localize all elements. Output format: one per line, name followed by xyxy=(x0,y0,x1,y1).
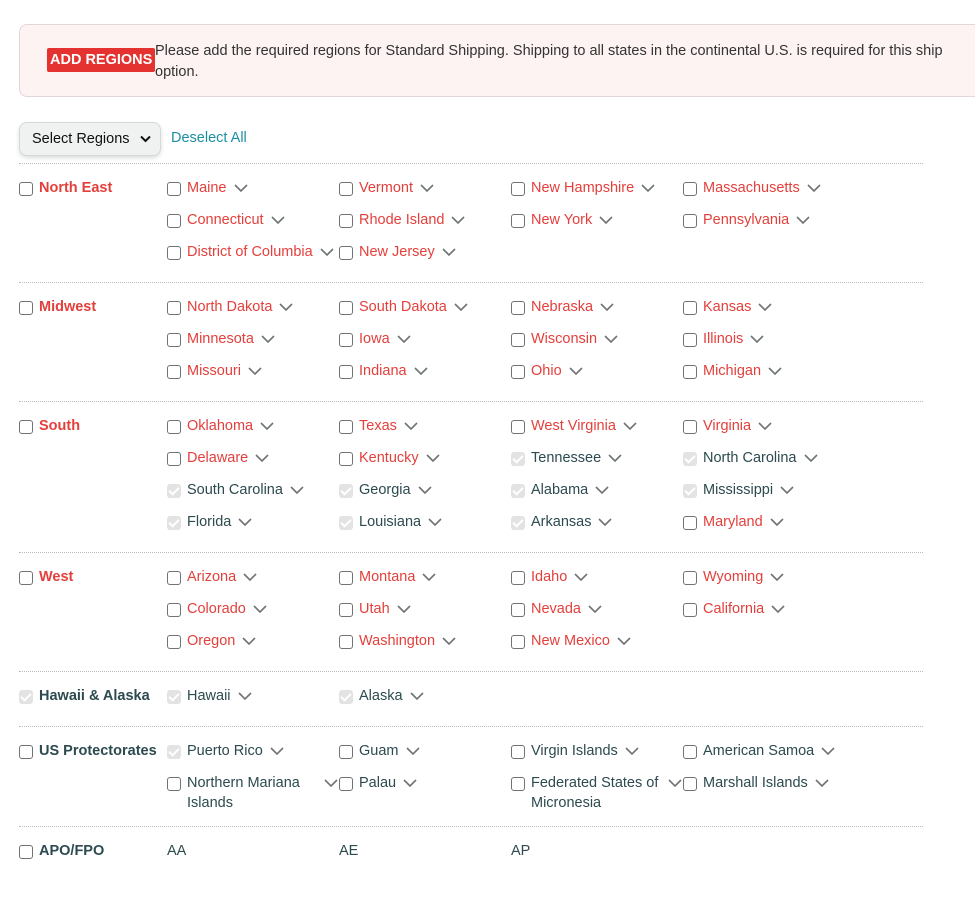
chevron-down-icon[interactable] xyxy=(814,777,830,789)
state-checkbox[interactable] xyxy=(339,690,353,704)
state-item[interactable] xyxy=(683,475,855,507)
state-label[interactable]: Missouri xyxy=(187,363,241,379)
state-label[interactable]: Nevada xyxy=(531,601,581,617)
banner-message: Please add the required regions for Standard Shipping. Shipping to all states in the continental U.S. is required for this ship option. xyxy=(155,43,943,80)
chevron-down-icon[interactable] xyxy=(396,333,412,345)
state-label[interactable]: South Dakota xyxy=(359,299,447,315)
state-item[interactable] xyxy=(339,626,511,658)
chevron-down-icon[interactable] xyxy=(241,635,257,647)
state-checkbox[interactable] xyxy=(339,182,353,196)
state-label[interactable]: Puerto Rico xyxy=(187,743,263,759)
state-checkbox[interactable] xyxy=(339,301,353,315)
region-label: US Protectorates xyxy=(39,743,157,759)
chevron-down-icon[interactable] xyxy=(260,333,276,345)
state-checkbox[interactable] xyxy=(511,484,525,498)
region-section xyxy=(19,826,923,881)
state-label[interactable]: New Mexico xyxy=(531,633,610,649)
state-label[interactable]: Utah xyxy=(359,601,390,617)
chevron-down-icon[interactable] xyxy=(568,365,584,377)
region-checkbox[interactable] xyxy=(19,301,33,315)
chevron-down-icon[interactable] xyxy=(806,182,822,194)
chevron-down-icon[interactable] xyxy=(453,301,469,313)
state-label[interactable]: Pennsylvania xyxy=(703,212,790,228)
region-checkbox[interactable] xyxy=(19,420,33,434)
state-item[interactable] xyxy=(167,292,339,324)
select-regions-label: Select Regions xyxy=(32,131,130,147)
region-label: APO/FPO xyxy=(39,843,105,859)
state-checkbox[interactable] xyxy=(511,745,525,759)
region-section xyxy=(19,163,923,282)
chevron-down-icon[interactable] xyxy=(779,484,795,496)
state-checkbox[interactable] xyxy=(167,484,181,498)
region-header xyxy=(19,562,167,594)
state-item[interactable] xyxy=(339,292,511,324)
state-checkbox[interactable] xyxy=(167,690,181,704)
chevron-down-icon[interactable] xyxy=(820,745,836,757)
state-label[interactable]: Palau xyxy=(359,775,397,791)
chevron-down-icon[interactable] xyxy=(319,246,335,258)
chevron-down-icon[interactable] xyxy=(795,214,811,226)
state-checkbox[interactable] xyxy=(167,745,181,759)
state-item[interactable] xyxy=(683,324,855,356)
state-item[interactable] xyxy=(339,507,511,539)
state-checkbox[interactable] xyxy=(511,571,525,585)
state-label[interactable]: Rhode Island xyxy=(359,212,445,228)
region-checkbox[interactable] xyxy=(19,745,33,759)
state-label[interactable]: American Samoa xyxy=(703,743,815,759)
state-item[interactable] xyxy=(339,443,511,475)
state-grid xyxy=(167,736,855,813)
state-label[interactable]: Northern Mariana Islands xyxy=(187,775,300,811)
state-checkbox[interactable] xyxy=(339,365,353,379)
state-label[interactable]: Wyoming xyxy=(703,569,764,585)
chevron-down-icon[interactable] xyxy=(769,516,785,528)
state-label[interactable]: South Carolina xyxy=(187,482,283,498)
chevron-down-icon[interactable] xyxy=(450,214,466,226)
state-label[interactable]: Delaware xyxy=(187,450,249,466)
state-label[interactable]: Ohio xyxy=(531,363,562,379)
chevron-down-icon[interactable] xyxy=(233,182,249,194)
chevron-down-icon[interactable] xyxy=(607,452,623,464)
state-item[interactable] xyxy=(339,324,511,356)
state-checkbox[interactable] xyxy=(167,365,181,379)
state-label[interactable]: Nebraska xyxy=(531,299,594,315)
state-checkbox[interactable] xyxy=(167,516,181,530)
chevron-down-icon[interactable] xyxy=(421,571,437,583)
state-label[interactable]: California xyxy=(703,601,765,617)
apo-code: AA xyxy=(167,843,187,859)
state-item[interactable] xyxy=(683,292,855,324)
state-label[interactable]: Kansas xyxy=(703,299,752,315)
state-checkbox[interactable] xyxy=(683,484,697,498)
chevron-down-icon[interactable] xyxy=(667,777,683,789)
chevron-down-icon[interactable] xyxy=(603,333,619,345)
state-checkbox[interactable] xyxy=(683,182,697,196)
state-label[interactable]: Michigan xyxy=(703,363,762,379)
state-checkbox[interactable] xyxy=(339,635,353,649)
region-header xyxy=(19,836,167,868)
state-checkbox[interactable] xyxy=(339,333,353,347)
chevron-down-icon[interactable] xyxy=(769,571,785,583)
state-grid xyxy=(167,836,855,868)
state-label[interactable]: Arkansas xyxy=(531,514,592,530)
region-checkbox[interactable] xyxy=(19,845,33,859)
region-header xyxy=(19,173,167,205)
region-label: South xyxy=(39,418,81,434)
state-item[interactable] xyxy=(167,475,339,507)
state-label[interactable]: Texas xyxy=(359,418,397,434)
state-item[interactable] xyxy=(511,507,683,539)
apo-code: AP xyxy=(511,843,531,859)
state-label[interactable]: Guam xyxy=(359,743,399,759)
state-item[interactable] xyxy=(683,356,855,388)
state-item[interactable] xyxy=(339,205,511,237)
state-checkbox[interactable] xyxy=(511,301,525,315)
state-checkbox[interactable] xyxy=(167,603,181,617)
state-item[interactable] xyxy=(511,626,683,658)
state-item[interactable] xyxy=(683,507,855,539)
region-list xyxy=(19,163,923,881)
state-item[interactable] xyxy=(511,475,683,507)
region-section xyxy=(19,282,923,401)
state-item[interactable] xyxy=(511,292,683,324)
state-item[interactable] xyxy=(167,237,339,269)
chevron-down-icon[interactable] xyxy=(441,635,457,647)
state-label[interactable]: Hawaii xyxy=(187,688,231,704)
state-checkbox[interactable] xyxy=(167,333,181,347)
state-checkbox[interactable] xyxy=(167,420,181,434)
state-label[interactable]: Vermont xyxy=(359,180,413,196)
state-label[interactable]: Georgia xyxy=(359,482,411,498)
chevron-down-icon[interactable] xyxy=(237,690,253,702)
state-checkbox[interactable] xyxy=(683,745,697,759)
region-header xyxy=(19,736,167,768)
state-checkbox[interactable] xyxy=(339,484,353,498)
state-item[interactable] xyxy=(167,681,339,713)
state-label[interactable]: Louisiana xyxy=(359,514,422,530)
select-regions-dropdown[interactable] xyxy=(19,122,161,156)
state-item[interactable] xyxy=(339,768,511,813)
region-label: West xyxy=(39,569,74,585)
chevron-down-icon[interactable] xyxy=(419,182,435,194)
chevron-down-icon[interactable] xyxy=(803,452,819,464)
state-checkbox[interactable] xyxy=(339,516,353,530)
state-checkbox[interactable] xyxy=(511,777,525,791)
state-checkbox[interactable] xyxy=(339,745,353,759)
state-item[interactable] xyxy=(683,736,855,768)
state-grid xyxy=(167,681,855,713)
state-checkbox[interactable] xyxy=(683,420,697,434)
chevron-down-icon[interactable] xyxy=(242,571,258,583)
apo-code: AE xyxy=(339,843,359,859)
state-checkbox[interactable] xyxy=(511,333,525,347)
state-checkbox[interactable] xyxy=(511,452,525,466)
chevron-down-icon[interactable] xyxy=(278,301,294,313)
state-label[interactable]: New Jersey xyxy=(359,244,435,260)
state-label[interactable]: Marshall Islands xyxy=(703,775,808,791)
chevron-down-icon[interactable] xyxy=(594,484,610,496)
state-item[interactable] xyxy=(683,768,855,813)
state-checkbox[interactable] xyxy=(683,333,697,347)
state-item[interactable] xyxy=(683,411,855,443)
chevron-down-icon[interactable] xyxy=(757,301,773,313)
chevron-down-icon xyxy=(140,135,151,143)
state-item[interactable] xyxy=(339,594,511,626)
state-item[interactable] xyxy=(683,205,855,237)
region-section xyxy=(19,726,923,826)
state-item[interactable] xyxy=(339,237,511,269)
state-label[interactable]: Alaska xyxy=(359,688,403,704)
state-item[interactable] xyxy=(167,507,339,539)
deselect-all-link[interactable]: Deselect All xyxy=(171,130,247,146)
state-label[interactable]: Colorado xyxy=(187,601,246,617)
state-item[interactable] xyxy=(167,173,339,205)
region-section xyxy=(19,552,923,671)
state-label[interactable]: North Dakota xyxy=(187,299,273,315)
state-label[interactable]: Idaho xyxy=(531,569,568,585)
state-item[interactable] xyxy=(339,736,511,768)
state-label[interactable]: Minnesota xyxy=(187,331,254,347)
state-item[interactable] xyxy=(339,475,511,507)
state-item[interactable] xyxy=(339,562,511,594)
chevron-down-icon[interactable] xyxy=(425,452,441,464)
state-label[interactable]: Tennessee xyxy=(531,450,602,466)
state-checkbox[interactable] xyxy=(683,365,697,379)
region-checkbox[interactable] xyxy=(19,571,33,585)
region-section xyxy=(19,671,923,726)
state-item[interactable] xyxy=(511,443,683,475)
add-regions-badge: ADD REGIONS xyxy=(47,48,155,72)
state-grid xyxy=(167,292,855,388)
state-label[interactable]: Oklahoma xyxy=(187,418,254,434)
state-checkbox[interactable] xyxy=(683,516,697,530)
region-label: Hawaii & Alaska xyxy=(39,688,150,704)
state-checkbox[interactable] xyxy=(167,301,181,315)
state-label[interactable]: New Hampshire xyxy=(531,180,635,196)
state-item[interactable] xyxy=(167,411,339,443)
state-label[interactable]: West Virginia xyxy=(531,418,616,434)
state-item[interactable] xyxy=(167,626,339,658)
state-label[interactable]: Kentucky xyxy=(359,450,419,466)
state-checkbox[interactable] xyxy=(339,246,353,260)
chevron-down-icon[interactable] xyxy=(270,214,286,226)
state-label[interactable]: New York xyxy=(531,212,593,228)
state-checkbox[interactable] xyxy=(511,635,525,649)
state-label[interactable]: Federated States of Micronesia xyxy=(531,775,659,811)
chevron-down-icon[interactable] xyxy=(413,365,429,377)
state-item[interactable] xyxy=(683,562,855,594)
region-label: North East xyxy=(39,180,113,196)
chevron-down-icon[interactable] xyxy=(599,301,615,313)
chevron-down-icon[interactable] xyxy=(259,420,275,432)
state-item[interactable] xyxy=(511,411,683,443)
state-item[interactable] xyxy=(339,411,511,443)
chevron-down-icon[interactable] xyxy=(640,182,656,194)
state-checkbox[interactable] xyxy=(511,214,525,228)
state-checkbox[interactable] xyxy=(167,777,181,791)
state-label[interactable]: Indiana xyxy=(359,363,407,379)
state-checkbox[interactable] xyxy=(339,214,353,228)
state-item[interactable] xyxy=(167,594,339,626)
chevron-down-icon[interactable] xyxy=(417,484,433,496)
chevron-down-icon[interactable] xyxy=(247,365,263,377)
chevron-down-icon[interactable] xyxy=(624,745,640,757)
chevron-down-icon[interactable] xyxy=(323,777,339,789)
chevron-down-icon[interactable] xyxy=(441,246,457,258)
state-item[interactable] xyxy=(167,736,339,768)
state-checkbox[interactable] xyxy=(339,452,353,466)
chevron-down-icon[interactable] xyxy=(757,420,773,432)
state-label[interactable]: North Carolina xyxy=(703,450,797,466)
chevron-down-icon[interactable] xyxy=(403,420,419,432)
chevron-down-icon[interactable] xyxy=(770,603,786,615)
state-label[interactable]: Massachusetts xyxy=(703,180,800,196)
state-label[interactable]: Virgin Islands xyxy=(531,743,618,759)
state-label[interactable]: Washington xyxy=(359,633,436,649)
chevron-down-icon[interactable] xyxy=(269,745,285,757)
chevron-down-icon[interactable] xyxy=(616,635,632,647)
chevron-down-icon[interactable] xyxy=(252,603,268,615)
state-item[interactable] xyxy=(339,173,511,205)
state-item[interactable] xyxy=(339,356,511,388)
state-item[interactable] xyxy=(511,736,683,768)
chevron-down-icon[interactable] xyxy=(237,516,253,528)
state-checkbox[interactable] xyxy=(511,516,525,530)
state-checkbox[interactable] xyxy=(167,452,181,466)
state-label[interactable]: Oregon xyxy=(187,633,236,649)
state-item[interactable] xyxy=(167,443,339,475)
region-checkbox[interactable] xyxy=(19,182,33,196)
state-checkbox[interactable] xyxy=(167,571,181,585)
state-item[interactable] xyxy=(167,562,339,594)
state-item[interactable] xyxy=(511,356,683,388)
state-label[interactable]: Arizona xyxy=(187,569,237,585)
state-checkbox[interactable] xyxy=(683,452,697,466)
state-checkbox[interactable] xyxy=(511,365,525,379)
state-label[interactable]: Iowa xyxy=(359,331,390,347)
state-label[interactable]: Maryland xyxy=(703,514,763,530)
state-checkbox[interactable] xyxy=(339,420,353,434)
state-checkbox[interactable] xyxy=(167,635,181,649)
chevron-down-icon[interactable] xyxy=(749,333,765,345)
error-banner xyxy=(19,24,975,97)
region-label: Midwest xyxy=(39,299,97,315)
region-checkbox[interactable] xyxy=(19,690,33,704)
chevron-down-icon[interactable] xyxy=(402,777,418,789)
state-grid xyxy=(167,411,855,539)
region-header xyxy=(19,411,167,443)
state-item[interactable] xyxy=(683,594,855,626)
state-grid xyxy=(167,173,855,269)
state-item[interactable] xyxy=(511,173,683,205)
state-label[interactable]: Maine xyxy=(187,180,227,196)
state-label[interactable]: Virginia xyxy=(703,418,752,434)
state-checkbox[interactable] xyxy=(339,777,353,791)
state-label[interactable]: Alabama xyxy=(531,482,589,498)
state-checkbox[interactable] xyxy=(339,603,353,617)
state-item[interactable] xyxy=(683,443,855,475)
state-item[interactable] xyxy=(683,173,855,205)
state-label[interactable]: Wisconsin xyxy=(531,331,598,347)
state-checkbox[interactable] xyxy=(167,214,181,228)
chevron-down-icon[interactable] xyxy=(598,214,614,226)
state-checkbox[interactable] xyxy=(683,603,697,617)
region-header xyxy=(19,681,167,713)
state-label[interactable]: District of Columbia xyxy=(187,244,313,260)
state-label[interactable]: Illinois xyxy=(703,331,744,347)
state-label[interactable]: Connecticut xyxy=(187,212,264,228)
state-grid xyxy=(167,562,855,658)
state-item[interactable] xyxy=(167,356,339,388)
chevron-down-icon[interactable] xyxy=(254,452,270,464)
chevron-down-icon[interactable] xyxy=(289,484,305,496)
chevron-down-icon[interactable] xyxy=(427,516,443,528)
chevron-down-icon[interactable] xyxy=(396,603,412,615)
chevron-down-icon[interactable] xyxy=(767,365,783,377)
state-item[interactable] xyxy=(511,768,683,813)
state-checkbox[interactable] xyxy=(683,214,697,228)
chevron-down-icon[interactable] xyxy=(405,745,421,757)
state-checkbox[interactable] xyxy=(511,603,525,617)
state-item[interactable] xyxy=(167,324,339,356)
state-checkbox[interactable] xyxy=(167,246,181,260)
state-item[interactable] xyxy=(511,562,683,594)
chevron-down-icon[interactable] xyxy=(409,690,425,702)
chevron-down-icon[interactable] xyxy=(622,420,638,432)
state-checkbox[interactable] xyxy=(683,301,697,315)
state-item[interactable] xyxy=(167,768,339,813)
state-label[interactable]: Mississippi xyxy=(703,482,774,498)
chevron-down-icon[interactable] xyxy=(573,571,589,583)
state-checkbox[interactable] xyxy=(339,571,353,585)
state-label[interactable]: Montana xyxy=(359,569,416,585)
state-checkbox[interactable] xyxy=(511,182,525,196)
state-checkbox[interactable] xyxy=(511,420,525,434)
state-checkbox[interactable] xyxy=(167,182,181,196)
state-item[interactable] xyxy=(167,205,339,237)
state-label[interactable]: Florida xyxy=(187,514,232,530)
region-header xyxy=(19,292,167,324)
region-section xyxy=(19,401,923,552)
state-item[interactable] xyxy=(511,205,683,237)
state-item[interactable] xyxy=(511,324,683,356)
chevron-down-icon[interactable] xyxy=(587,603,603,615)
state-item[interactable] xyxy=(511,594,683,626)
state-checkbox[interactable] xyxy=(683,571,697,585)
state-item[interactable] xyxy=(339,681,511,713)
chevron-down-icon[interactable] xyxy=(597,516,613,528)
state-checkbox[interactable] xyxy=(683,777,697,791)
